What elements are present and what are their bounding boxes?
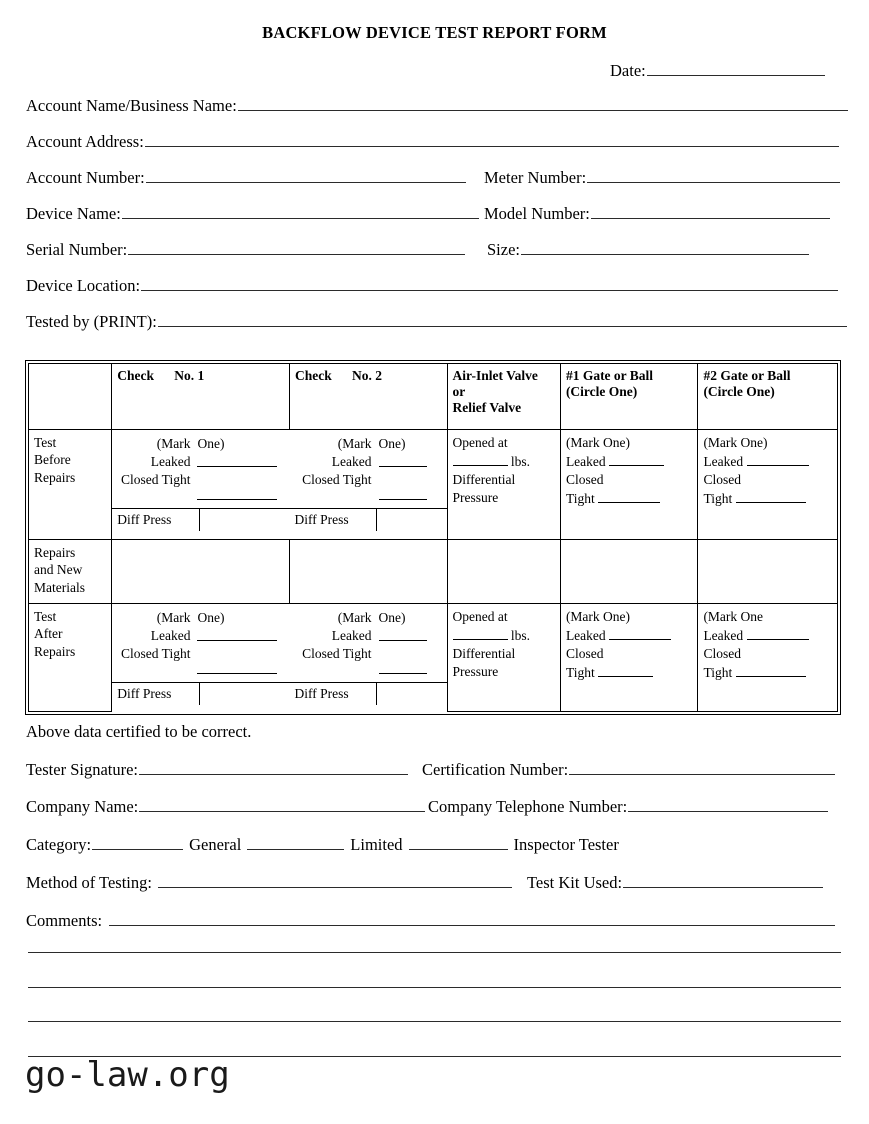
before-label-3: Repairs [34,469,76,485]
header-cell-air-inlet-valve [447,364,560,430]
cell-repairs-check2[interactable] [289,540,447,604]
comments-label: Comments: [26,911,103,930]
before-check2-diffpress-label: Diff Press [289,509,377,531]
after-gate2-leaked: Leaked [703,627,744,643]
after-check2-diffpress-label: Diff Press [289,683,377,705]
cell-before-air-inlet [447,430,560,540]
before-check1-diffpress-label: Diff Press [112,509,200,531]
cell-after-check1 [112,604,290,712]
cell-repairs-check1[interactable] [112,540,290,604]
after-check1-diffpress-value[interactable] [200,683,289,705]
before-check2-closed-tight: Closed Tight [302,471,372,487]
field-serial-number [26,239,465,260]
company-name-label: Company Name: [26,797,139,816]
serial-number-label: Serial Number: [26,240,128,259]
comments-input-line-2[interactable] [28,952,841,953]
certification-number-label: Certification Number: [422,760,569,779]
account-number-label: Account Number: [26,168,145,187]
field-date [610,60,825,81]
after-check1-leaked: Leaked [150,627,191,643]
before-check1-closed-tight-blank[interactable] [197,486,277,500]
test-results-table-wrapper [25,360,841,715]
category-general-blank[interactable] [92,834,183,850]
account-name-input-line[interactable] [238,95,848,111]
after-check1-closed-tight: Closed Tight [121,645,191,661]
meter-number-input-line[interactable] [587,167,840,183]
category-limited-blank[interactable] [247,834,344,850]
comments-input-line-4[interactable] [28,1021,841,1022]
after-check1-diffpress-label: Diff Press [112,683,200,705]
before-check2-leaked: Leaked [331,453,372,469]
before-gate2-tight: Tight [703,490,733,506]
field-account-name [26,95,848,116]
category-label: Category: [26,835,92,854]
model-number-input-line[interactable] [591,203,830,219]
before-check2-diffpress-row [289,508,446,531]
after-air-lbs: lbs. [510,627,531,643]
before-gate2-mark-one: (Mark One) [703,435,768,450]
repairs-label-1: Repairs [34,545,76,560]
tester-signature-input-line[interactable] [139,759,408,775]
after-gate1-tight-blank[interactable] [598,663,653,677]
header-cell-check-no-2 [289,364,447,430]
after-check1-one: One) [197,610,225,625]
serial-number-input-line[interactable] [128,239,465,255]
field-size [487,239,809,260]
certification-number-input-line[interactable] [569,759,835,775]
before-label-1: Test [34,435,57,450]
after-check2-mark: (Mark [337,610,372,625]
before-air-lbs-blank[interactable] [453,452,508,466]
before-check1-mark: (Mark [156,436,191,451]
device-location-input-line[interactable] [141,275,838,291]
before-check1-one: One) [197,436,225,451]
account-address-label: Account Address: [26,132,144,151]
after-gate2-mark-one: (Mark One [703,609,764,624]
field-category [26,834,619,855]
comments-input-line-3[interactable] [28,987,841,988]
before-check2-marks [289,430,446,508]
before-check1-diffpress-row [112,508,289,531]
table-header-row [29,364,838,430]
size-label: Size: [487,240,520,259]
before-air-opened-at: Opened at [452,435,508,450]
date-input-line[interactable] [647,60,825,76]
date-label: Date: [610,61,646,80]
after-check1-closed-tight-blank[interactable] [197,660,277,674]
before-check2-diffpress-value[interactable] [377,509,446,531]
header-cell-check-no-1 [112,364,290,430]
before-gate1-leaked: Leaked [565,453,606,469]
before-check1-diffpress-value[interactable] [200,509,289,531]
field-meter-number [484,167,840,188]
field-account-address [26,131,839,152]
before-check1-marks [112,430,289,508]
tested-by-input-line[interactable] [158,311,847,327]
after-label-1: Test [34,609,57,624]
gate1-line2: (Circle One) [565,384,638,399]
check-no1-line2: No. 1 [174,368,205,383]
after-check1-mark: (Mark [156,610,191,625]
comments-input-line-1[interactable] [109,910,835,926]
cell-repairs-air-inlet[interactable] [447,540,560,604]
test-kit-used-input-line[interactable] [623,872,823,888]
page-title: BACKFLOW DEVICE TEST REPORT FORM [262,23,607,42]
certification-statement [26,722,251,742]
header-cell-gate1 [560,364,698,430]
company-telephone-label: Company Telephone Number: [428,797,628,816]
category-general-label: General [189,835,242,854]
table-row-test-after-repairs [29,604,838,712]
account-address-input-line[interactable] [145,131,839,147]
after-check2-leaked-blank[interactable] [379,627,427,641]
after-gate1-closed: Closed [565,645,604,661]
after-gate2-closed: Closed [703,645,741,661]
after-air-opened-at: Opened at [452,609,508,624]
repairs-label-3: Materials [34,579,85,595]
field-device-name [26,203,479,224]
after-gate2-leaked-blank[interactable] [747,626,809,640]
before-gate2-leaked: Leaked [703,453,744,469]
category-inspector-tester-label: Inspector Tester [513,835,619,854]
after-check2-diffpress-value[interactable] [377,683,446,705]
before-gate1-mark-one: (Mark One) [565,435,631,450]
before-check2-leaked-blank[interactable] [379,453,427,467]
before-air-differential: Differential [452,471,516,487]
field-device-location [26,275,838,296]
company-telephone-input-line[interactable] [628,796,828,812]
row-label-test-before-repairs [29,430,112,540]
after-gate1-leaked: Leaked [565,627,606,643]
before-air-pressure: Pressure [452,489,499,505]
field-tester-signature [26,759,408,780]
method-of-testing-label: Method of Testing: [26,873,152,892]
device-name-label: Device Name: [26,204,121,223]
check-no1-line1: Check [117,368,155,383]
cell-after-check2 [289,604,447,712]
before-label-2: Before [34,452,71,468]
after-gate2-tight: Tight [703,664,733,680]
field-tested-by [26,311,847,332]
meter-number-label: Meter Number: [484,168,587,187]
cell-after-air-inlet [447,604,560,712]
before-gate1-tight: Tight [565,490,595,506]
cell-before-check1 [112,430,290,540]
field-model-number [484,203,830,224]
test-kit-used-label: Test Kit Used: [527,873,623,892]
before-gate1-tight-blank[interactable] [598,489,660,503]
field-company-telephone [428,796,828,817]
size-input-line[interactable] [521,239,809,255]
account-name-label: Account Name/Business Name: [26,96,237,115]
device-location-label: Device Location: [26,276,141,295]
after-label-2: After [34,626,63,642]
before-air-lbs: lbs. [510,453,531,469]
table-row-repairs-and-new-materials [29,540,838,604]
after-check2-closed-tight-blank[interactable] [379,660,427,674]
field-method-of-testing [26,872,512,893]
field-account-number [26,167,466,188]
before-check2-one: One) [378,436,406,451]
before-gate2-tight-blank[interactable] [736,489,806,503]
cell-before-gate1 [560,430,698,540]
gate2-line1: #2 Gate or Ball [703,368,791,383]
table-row-test-before-repairs [29,430,838,540]
after-gate1-tight: Tight [565,664,595,680]
row-label-test-after-repairs [29,604,112,712]
check-no2-line1: Check [294,368,332,383]
header-cell-gate2 [698,364,838,430]
after-check2-diffpress-row [289,682,446,705]
test-results-table [28,363,838,712]
after-gate2-tight-blank[interactable] [736,663,806,677]
after-air-pressure: Pressure [452,663,499,679]
before-check2-mark: (Mark [337,436,372,451]
before-gate1-closed: Closed [565,471,604,487]
air-inlet-line3: Relief Valve [452,400,522,415]
company-name-input-line[interactable] [139,796,425,812]
account-number-input-line[interactable] [146,167,466,183]
gate2-line2: (Circle One) [703,384,775,399]
check-no2-line2: No. 2 [351,368,382,383]
model-number-label: Model Number: [484,204,590,223]
gate1-line1: #1 Gate or Ball [565,368,654,383]
cell-repairs-gate2[interactable] [698,540,838,604]
after-check2-leaked: Leaked [331,627,372,643]
certification-statement-text: Above data certified to be correct. [26,722,252,741]
cell-after-gate2 [698,604,838,712]
after-check2-closed-tight: Closed Tight [302,645,372,661]
after-air-differential: Differential [452,645,516,661]
field-comments [26,910,835,931]
before-gate2-leaked-blank[interactable] [747,452,809,466]
footer-watermark: go-law.org [25,1055,230,1095]
row-label-repairs-new-materials [29,540,112,604]
after-air-lbs-blank[interactable] [453,626,508,640]
repairs-label-2: and New [34,562,83,578]
after-check1-leaked-blank[interactable] [197,627,277,641]
tested-by-label: Tested by (PRINT): [26,312,157,331]
cell-after-gate1 [560,604,698,712]
air-inlet-line2: or [452,384,466,399]
field-certification-number [422,759,835,780]
after-check2-one: One) [378,610,406,625]
after-check1-diffpress-row [112,682,289,705]
cell-before-gate2 [698,430,838,540]
field-test-kit-used [527,872,823,893]
air-inlet-line1: Air-Inlet Valve [452,368,538,383]
category-limited-label: Limited [350,835,403,854]
tester-signature-label: Tester Signature: [26,760,139,779]
field-company-name [26,796,425,817]
device-name-input-line[interactable] [122,203,479,219]
after-gate1-leaked-blank[interactable] [609,626,671,640]
cell-repairs-gate1[interactable] [560,540,698,604]
category-inspector-blank[interactable] [409,834,508,850]
before-gate1-leaked-blank[interactable] [609,452,664,466]
cell-before-check2 [289,430,447,540]
before-check1-leaked: Leaked [150,453,191,469]
before-gate2-closed: Closed [703,471,741,487]
before-check1-closed-tight: Closed Tight [121,471,191,487]
after-gate1-mark-one: (Mark One) [565,609,631,624]
before-check2-closed-tight-blank[interactable] [379,486,427,500]
method-of-testing-input-line[interactable] [158,872,512,888]
before-check1-leaked-blank[interactable] [197,453,277,467]
after-label-3: Repairs [34,643,76,659]
after-check2-marks [289,604,446,682]
header-cell-blank [29,364,112,430]
after-check1-marks [112,604,289,682]
